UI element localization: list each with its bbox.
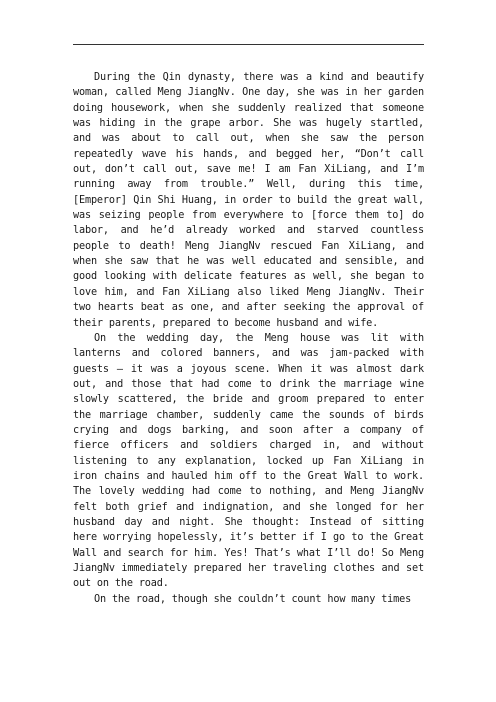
paragraph-2: On the wedding day, the Meng house was lit with lanterns and colored banners, and was jam-packed with guests – it was a joyous scene. When it was almost dark out, and those that had come to drink the marriage wine slowly scattered, the bride and groom prepared to enter the marriage chamber, suddenly came the sounds of birds crying and dogs barking, and soon after a company of fierce officers and soldiers charged in, and without listening to any explanation, locked up Fan XiLiang in iron chains and hauled him off to the Great Wall to work. The lovely wedding had come to nothing, and Meng JiangNv felt both grief and indignation, and she longed for her husband day and night. She thought: Instead of sitting here worrying hopelessly, it’s better if I go to the Great Wall and search for him. Yes! That’s what I’ll do! So Meng JiangNv immediately prepared her traveling clothes and set out on the road. bbox=[73, 332, 424, 590]
paragraph-3: On the road, though she couldn’t count how many times bbox=[94, 593, 412, 605]
paragraph-1: During the Qin dynasty, there was a kind and beautify woman, called Meng JiangNv. One day, she was in her garden doing housework, when she suddenly realized that someone was hiding in the grape arbor. She was hugely startled, and was about to call out, when she saw the person repeatedly wave his hands, and begged her, “Don’t call out, don’t call out, save me! I am Fan XiLiang, and I’m running away from trouble.” Well, during this time, [Emperor] Qin Shi Huang, in order to build the great wall, was seizing people from everywhere to [force them to] do labor, and he’d already worked and starved countless people to death! Meng JiangNv rescued Fan XiLiang, and when she saw that he was well educated and sensible, and good looking with delicate features as well, she began to love him, and Fan XiLiang also liked Meng JiangNv. Their two hearts beat as one, and after seeking the approval of their parents, prepared to become husband and wife. bbox=[73, 72, 424, 329]
document-body bbox=[73, 70, 424, 607]
header-rule bbox=[73, 44, 424, 45]
